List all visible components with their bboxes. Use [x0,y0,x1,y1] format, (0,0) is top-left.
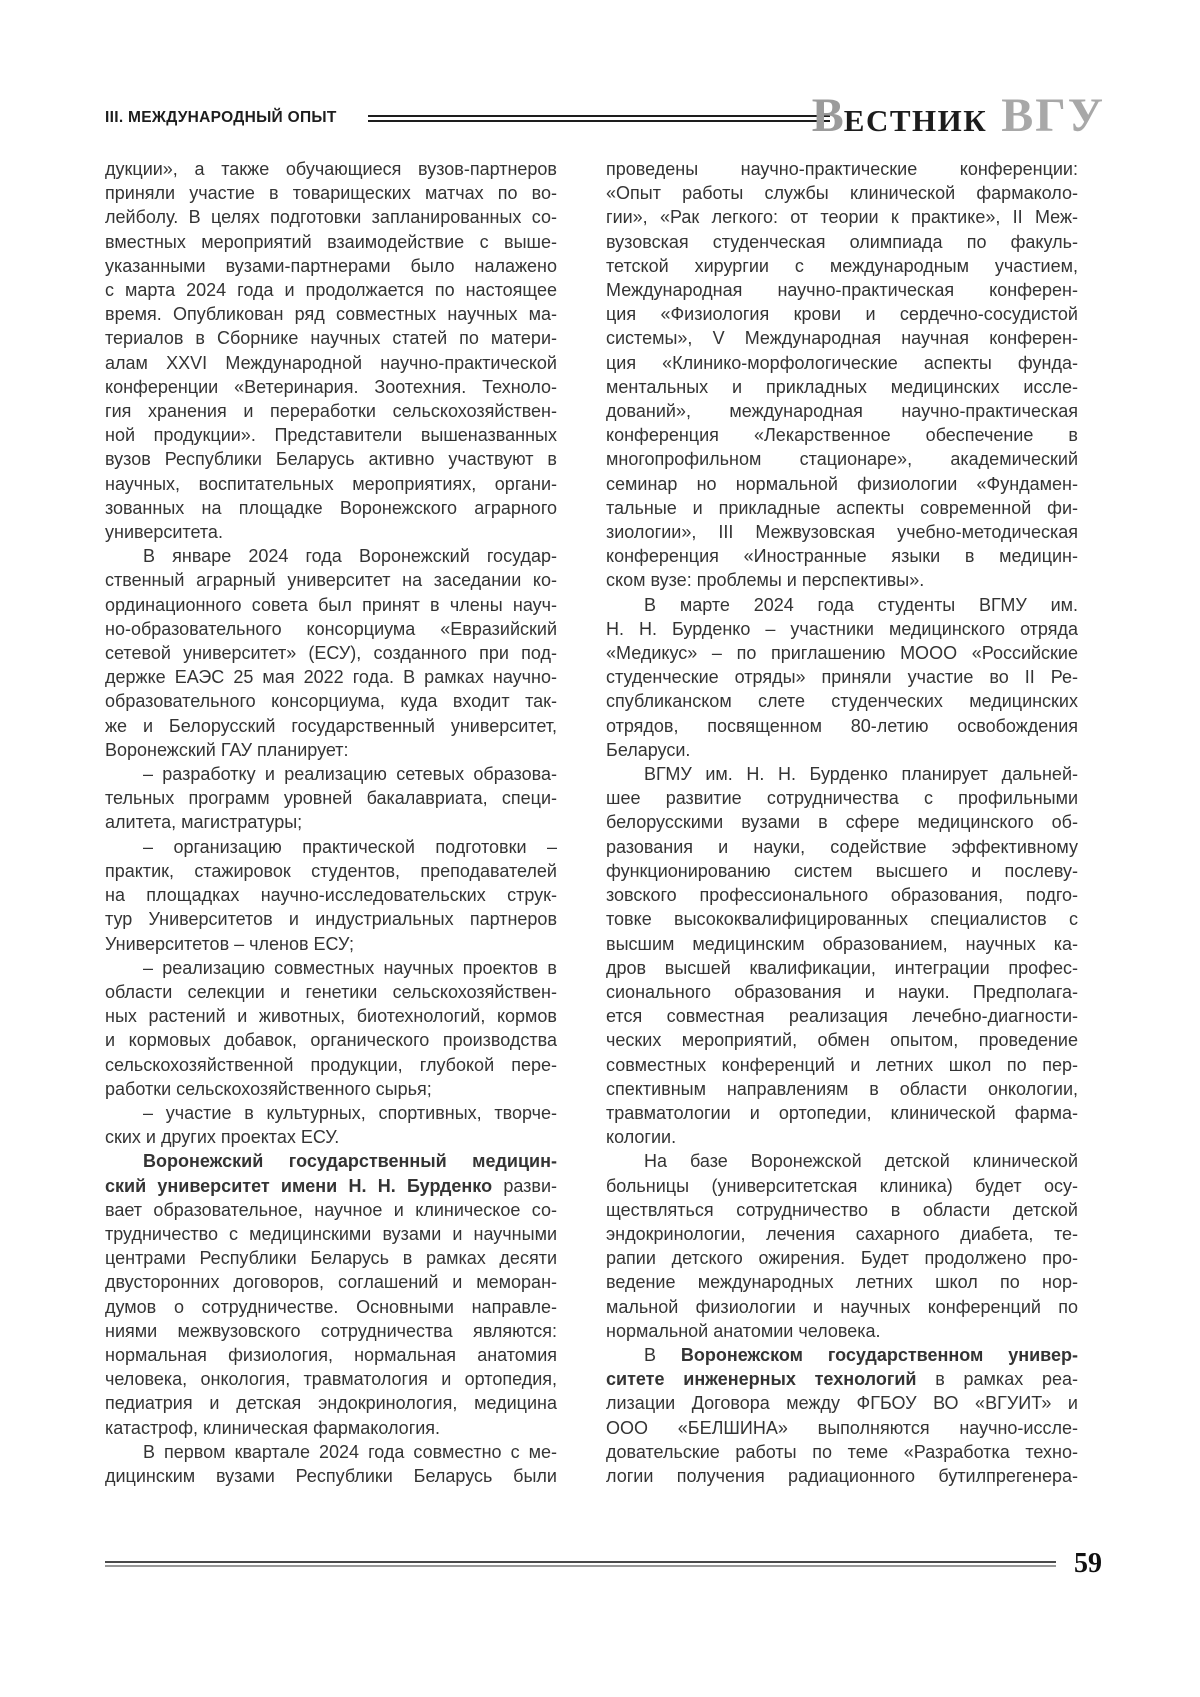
text-line: Н. Н. Бурденко – участники медицинского отряда [606,618,1078,639]
text-line: ной продукции». Представители вышеназванных [105,425,557,446]
text-line: работки сельскохозяйственного сырья; [105,1078,432,1099]
text-line: сионального образования и науки. Предполага- [606,981,1078,1002]
text-line: на площадках научно-исследовательских струк- [105,885,557,906]
text-line: держке ЕАЭС 25 мая 2022 года. В рамках научно- [105,667,557,688]
text-line: вузовская студенческая олимпиада по факуль- [606,231,1078,252]
text-line: думов о сотрудничестве. Основными направле- [105,1296,557,1317]
text-line: тельных программ уровней бакалавриата, специ- [105,788,557,809]
text-line: функционированию систем высшего и послеву- [606,860,1078,881]
journal-logo [811,89,1105,142]
text-line: спективным направлениям в области онкологии, [606,1078,1078,1099]
text-line: конференция «Иностранные языки в медицин- [606,546,1078,567]
text-line: вместных мероприятий взаимодействие с выше- [105,231,557,252]
text-line: человека, онкология, травматология и ортопедия, [105,1369,557,1390]
text-line: семинар но нормальной физиологии «Фундамен- [606,473,1078,494]
footer-rule [105,1561,1056,1567]
text-line: трудничество с медицинскими вузами и научными [105,1223,557,1244]
text-line: На базе Воронежской детской клинической [644,1151,1078,1172]
text-line: высшим медицинским образованием, научных ка- [606,933,1078,954]
logo-university-abbr: ВГУ [1001,89,1105,142]
text-line: тур Университетов и индустриальных партнеров [105,909,557,930]
text-line: ниями межвузовского сотрудничества являются: [105,1320,557,1341]
text-line: Международная научно-практическая конферен- [606,280,1078,301]
text-line: спубликанском слете студенческих медицинских [606,691,1078,712]
text-line: ведение международных летних школ по нор- [606,1272,1078,1293]
text-line: сетевой университет» (ЕСУ), созданного при под- [105,643,557,664]
text-line: ция «Клинико-морфологические аспекты фунда- [606,352,1078,373]
text-line: мальной физиологии и научных конференций по [606,1296,1078,1317]
header-double-rule [368,115,830,122]
text-line: В Воронежском государственном универ- [644,1344,1078,1365]
text-line: отрядов, посвященном 80-летию освобождения [606,715,1078,736]
text-line: В марте 2024 года студенты ВГМУ им. [644,594,1078,615]
text-line: многопрофильном стационаре», академический [606,449,1078,470]
text-line: алитета, магистратуры; [105,812,303,833]
text-line: ственный аграрный университет на заседании ко- [105,570,557,591]
text-line: университета. [105,522,223,543]
text-line: ский университет имени Н. Н. Бурденко разви- [105,1175,558,1196]
logo-name-rest: ЕСТНИК [843,103,988,138]
text-line: педиатрия и детская эндокринология, медицина [105,1393,557,1414]
text-line: системы», V Международная научная конферен- [606,328,1078,349]
text-line: центрами Республики Беларусь в рамках десяти [105,1248,557,1269]
text-line: сельскохозяйственной продукции, глубокой пере- [105,1054,557,1075]
text-line: – разработку и реализацию сетевых образова- [143,764,557,785]
text-line: время. Опубликован ряд совместных научных ма- [105,304,557,325]
text-line: гии», «Рак легкого: от теории к практике», II Меж- [606,207,1078,228]
text-line: алам XXVI Международной научно-практической [105,352,557,373]
text-line: ситете инженерных технологий в рамках реа- [606,1369,1078,1390]
text-line: практик, стажировок студентов, преподавателей [105,860,557,881]
text-line: довательские работы по теме «Разработка техно- [606,1441,1078,1462]
text-line: рапии детского ожирения. Будет продолжено про- [606,1248,1078,1269]
text-line: ских и других проектах ЕСУ. [105,1127,340,1148]
text-line: ных растений и животных, биотехнологий, кормов [105,1006,557,1027]
text-line: студенческие отряды» приняли участие во II Ре- [606,667,1078,688]
text-line: лейболу. В целях подготовки запланированных со- [105,207,557,228]
text-line: конференция «Лекарственное обеспечение в [606,425,1078,446]
text-line: ординационного совета был принят в члены науч- [105,594,557,615]
text-line: гия хранения и переработки сельскохозяйствен- [105,401,557,422]
page-footer [105,1550,1102,1578]
text-line: дукции», а также обучающиеся вузов-партнеров [105,159,557,179]
text-line: нормальной анатомии человека. [606,1320,881,1341]
text-line: териалов в Сборнике научных статей по матери- [105,328,557,349]
section-title: III. МЕЖДУНАРОДНЫЙ ОПЫТ [105,109,337,126]
text-line: зовского профессионального образования, подго- [606,885,1078,906]
text-line: ментальных и прикладных медицинских иссле- [606,376,1078,397]
right-text-column [606,157,1078,1488]
text-line: образовательного консорциума, куда входит так- [105,691,557,712]
text-line: эндокринологии, лечения сахарного диабета, те- [606,1223,1078,1244]
text-line: но-образовательного консорциума «Евразийский [105,618,557,639]
text-line: больницы (университетская клиника) будет осу- [606,1175,1078,1196]
text-line: приняли участие в товарищеских матчах по во- [105,183,557,204]
text-line: «Медикус» – по приглашению МООО «Российские [606,643,1078,664]
text-line: ском вузе: проблемы и перспективы». [606,570,925,591]
text-line: «Опыт работы службы клинической фармаколо- [606,183,1078,204]
text-line: логии получения радиационного бутилпрегенера- [606,1465,1078,1486]
text-line: ция «Физиология крови и сердечно-сосудистой [606,304,1078,325]
text-line: вузов Республики Беларусь активно участвуют в [105,449,557,470]
text-line: шее развитие сотрудничества с профильными [606,788,1078,809]
text-line: ческих мероприятий, обмен опытом, проведение [606,1030,1078,1051]
text-line: нормальная физиология, нормальная анатомия [105,1344,557,1365]
text-line: лизации Договора между ФГБОУ ВО «ВГУИТ» и [606,1393,1078,1414]
text-line: тальные и прикладные аспекты современной фи- [606,497,1078,518]
text-line: конференции «Ветеринария. Зоотехния. Техноло- [105,376,557,397]
text-line: – реализацию совместных научных проектов в [143,957,557,978]
text-line: зиологии», III Межвузовская учебно-методическая [606,522,1078,543]
text-line: тетской хирургии с международным участием, [606,255,1078,276]
text-line: В первом квартале 2024 года совместно с ме- [143,1441,557,1462]
text-line: вает образовательное, научное и клиническое со- [105,1199,557,1220]
text-line: – участие в культурных, спортивных, творче- [143,1102,557,1123]
text-line: дований», международная научно-практическая [606,401,1078,422]
text-line: же и Белорусский государственный университет, [105,715,557,736]
left-text-column [105,157,557,1488]
text-line: проведены научно-практические конференции: [606,159,1078,179]
text-line: катастроф, клиническая фармакология. [105,1417,441,1438]
text-line: дров высшей квалификации, интеграции профес- [606,957,1078,978]
text-line: и кормовых добавок, органического производства [105,1030,557,1051]
text-line: травматологии и ортопедии, клинической фарма- [606,1102,1078,1123]
text-line: Воронежский ГАУ планирует: [105,739,349,760]
text-line: с марта 2024 года и продолжается по настоящее [105,280,557,301]
text-line: совместных конференций и летних школ по пер- [606,1054,1078,1075]
text-line: ществляться сотрудничество в области детской [606,1199,1078,1220]
text-line: области селекции и генетики сельскохозяйствен- [105,981,557,1002]
text-line: В январе 2024 года Воронежский государ- [143,546,557,567]
page-number: 59 [1074,1548,1102,1579]
text-line: двусторонних договоров, соглашений и меморан- [105,1272,557,1293]
text-line: ВГМУ им. Н. Н. Бурденко планирует дальней- [644,764,1078,785]
text-line: белорусскими вузами в сфере медицинского об- [606,812,1078,833]
text-line: зованных на площадке Воронежского аграрного [105,497,557,518]
text-line: кологии. [606,1127,677,1148]
text-line: дицинским вузами Республики Беларусь были [105,1465,557,1486]
text-line: научных, воспитательных мероприятиях, органи- [105,473,557,494]
text-line: указанными вузами-партнерами было налажено [105,255,557,276]
text-line: Университетов – членов ЕСУ; [105,933,354,954]
text-line: – организацию практической подготовки – [143,836,557,857]
text-line: разования и науки, содействие эффективному [606,836,1078,857]
text-line: Беларуси. [606,739,691,760]
logo-initial-letter: В [811,89,844,142]
text-line: товке высококвалифицированных специалистов с [606,909,1078,930]
text-line: Воронежский государственный медицин- [143,1151,557,1172]
text-line: ется совместная реализация лечебно-диагности- [606,1006,1078,1027]
text-line: ООО «БЕЛШИНА» выполняются научно-иссле- [606,1417,1078,1438]
